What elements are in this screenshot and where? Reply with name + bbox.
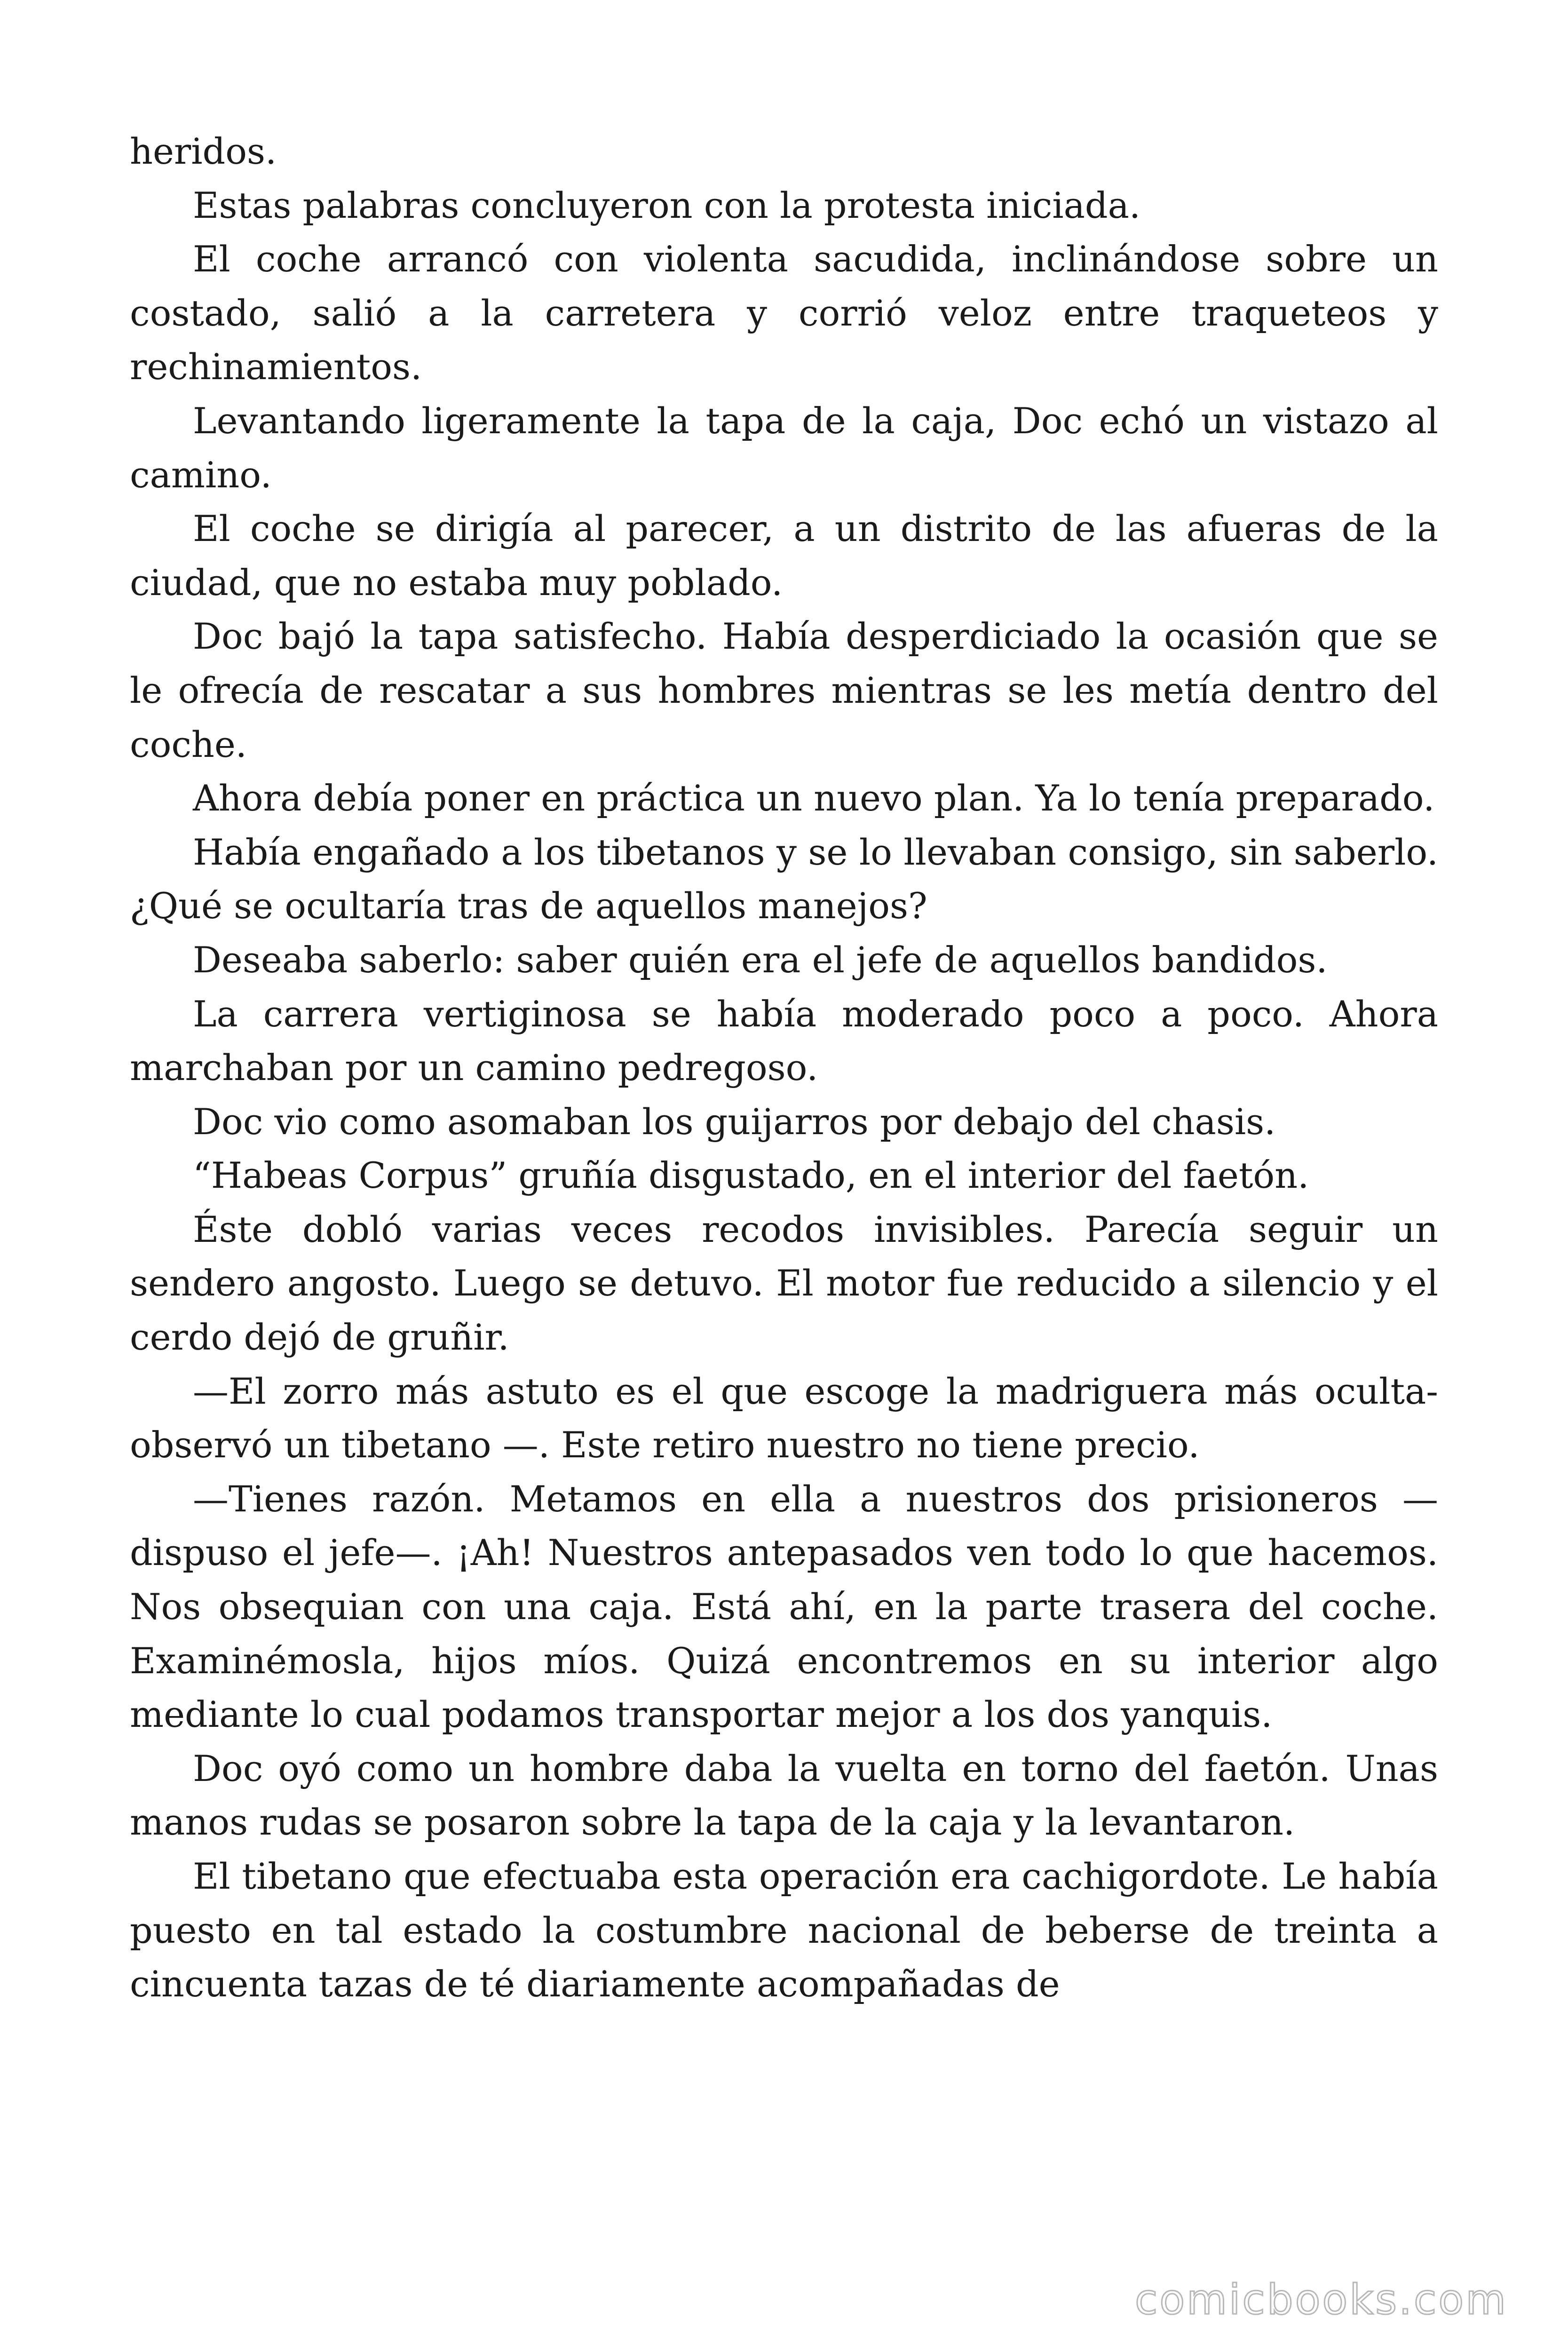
paragraph: El coche se dirigía al parecer, a un distrito de las afueras de la ciudad, que no estaba muy poblado. [130,508,1438,604]
watermark: comicbooks.com [1134,2275,1508,2324]
paragraph: heridos. [130,130,277,172]
paragraph: La carrera vertiginosa se había moderado poco a poco. Ahora marchaban por un camino pedregoso. [130,993,1438,1089]
paragraph: —Tienes razón. Metamos en ella a nuestros dos prisioneros — dispuso el jefe—. ¡Ah! Nuestros antepasados ven todo lo que hacemos. Nos obsequian con una caja. Está ahí, en la parte trasera del coche. Examinémosla, hijos míos. Quizá encontremos en su interior algo mediante lo cual podamos transportar mejor a los dos yanquis. [130,1478,1438,1736]
paragraph: “Habeas Corpus” gruñía disgustado, en el interior del faetón. [193,1154,1309,1197]
paragraph: Había engañado a los tibetanos y se lo llevaban consigo, sin saberlo. ¿Qué se ocultaría tras de aquellos manejos? [130,831,1438,927]
paragraph: Doc oyó como un hombre daba la vuelta en torno del faetón. Unas manos rudas se posaron sobre la tapa de la caja y la levantaron. [130,1747,1438,1843]
page-body-text [130,125,1438,2011]
paragraph: Deseaba saberlo: saber quién era el jefe de aquellos bandidos. [193,938,1328,981]
paragraph: Estas palabras concluyeron con la protesta iniciada. [193,184,1141,226]
paragraph: Ahora debía poner en práctica un nuevo plan. Ya lo tenía preparado. [193,777,1435,819]
paragraph: Éste dobló varias veces recodos invisibles. Parecía seguir un sendero angosto. Luego se detuvo. El motor fue reducido a silencio y el cerdo dejó de gruñir. [130,1208,1438,1359]
paragraph: El tibetano que efectuaba esta operación era cachigordote. Le había puesto en tal estado la costumbre nacional de beberse de treinta a cincuenta tazas de té diariamente acompañadas de [130,1855,1438,2005]
paragraph: Doc vio como asomaban los guijarros por debajo del chasis. [193,1100,1276,1143]
paragraph: El coche arrancó con violenta sacudida, inclinándose sobre un costado, salió a la carretera y corrió veloz entre traqueteos y rechinamientos. [130,238,1438,388]
paragraph: —El zorro más astuto es el que escoge la madriguera más oculta- observó un tibetano —. Este retiro nuestro no tiene precio. [130,1370,1438,1466]
paragraph: Doc bajó la tapa satisfecho. Había desperdiciado la ocasión que se le ofrecía de rescatar a sus hombres mientras se les metía dentro del coche. [130,615,1438,765]
paragraph: Levantando ligeramente la tapa de la caja, Doc echó un vistazo al camino. [130,399,1438,496]
